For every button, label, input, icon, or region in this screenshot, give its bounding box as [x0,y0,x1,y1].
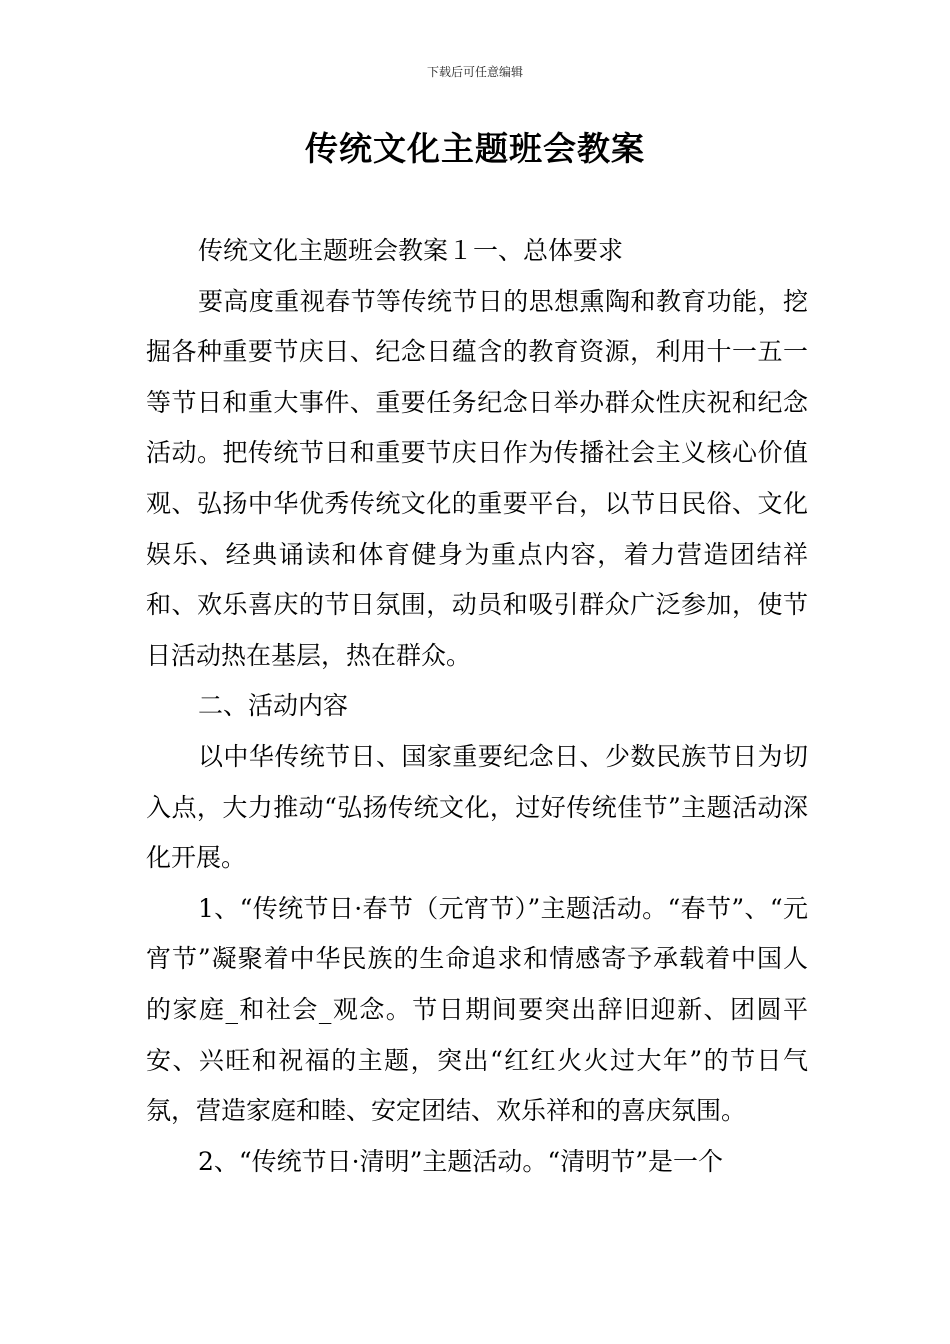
paragraph-activity-heading: 二、活动内容 [198,691,349,721]
paragraph-activity-intro: 以中华传统节日、国家重要纪念日、少数民族节日为切入点，大力推动“弘扬传统文化，过好传统佳节”主题活动深化开展。 [146,741,808,873]
header-note: 下载后可任意编辑 [426,65,523,79]
paragraph-spring-festival: 1、“传统节日·春节（元宵节）”主题活动。“春节”、“元宵节”凝聚着中华民族的生命追求和情感寄予承载着中国人的家庭_和社会_观念。节日期间要突出辞旧迎新、团圆平安、兴旺和祝福的主题，突出“红红火火过大年”的节日气氛，营造家庭和睦、安定团结、欢乐祥和的喜庆氛围。 [146,893,808,1126]
paragraph-qingming: 2、“传统节日·清明”主题活动。“清明节”是一个 [198,1146,723,1176]
document-body [146,226,808,1187]
paragraph-general-requirements: 要高度重视春节等传统节日的思想熏陶和教育功能，挖掘各种重要节庆日、纪念日蕴含的教育资源，利用十一五一等节日和重大事件、重要任务纪念日举办群众性庆祝和纪念活动。把传统节日和重要节庆日作为传播社会主义核心价值观、弘扬中华优秀传统文化的重要平台，以节日民俗、文化娱乐、经典诵读和体育健身为重点内容，着力营造团结祥和、欢乐喜庆的节日氛围，动员和吸引群众广泛参加，使节日活动热在基层，热在群众。 [146,286,808,670]
document-title: 传统文化主题班会教案 [305,129,645,168]
paragraph-intro-heading: 传统文化主题班会教案１一、总体要求 [198,236,624,265]
